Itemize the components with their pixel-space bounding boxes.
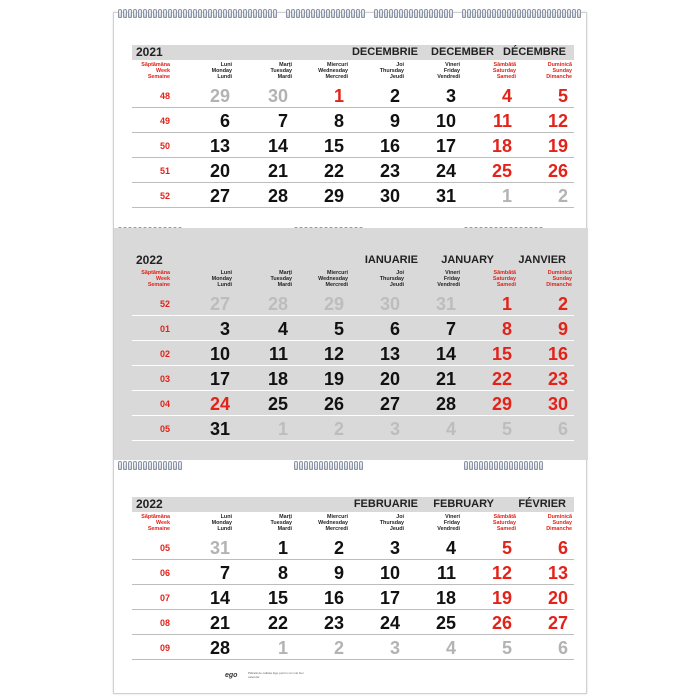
day-cell: 15 (491, 344, 512, 364)
day-name-text: Vineri (445, 270, 460, 276)
day-cell: 20 (547, 588, 568, 608)
day-name-friday (400, 270, 460, 289)
day-name-text: Dimanche (546, 526, 572, 533)
day-cell: 2 (557, 186, 568, 206)
day-name-text: Vendredi (437, 74, 460, 81)
day-name-sunday (512, 514, 572, 533)
day-cell: 27 (379, 394, 400, 414)
day-cell: 3 (389, 638, 400, 658)
month-block (114, 23, 588, 228)
day-name-text: Samedi (496, 526, 516, 533)
day-name-tuesday (232, 514, 292, 533)
week-label-text: Semaine (147, 74, 170, 81)
day-name-text: Lundi (217, 282, 232, 289)
day-name-text: Sâmbătă (493, 514, 516, 520)
day-cell: 8 (501, 319, 512, 339)
week-number: 05 (159, 424, 170, 434)
day-cell: 2 (557, 294, 568, 314)
day-name-thursday (344, 270, 404, 289)
day-cell: 1 (277, 538, 288, 558)
day-cell: 26 (491, 613, 512, 633)
day-cell: 10 (379, 563, 400, 583)
day-name-text: Vendredi (437, 526, 460, 533)
day-name-text: Marţi (279, 62, 292, 68)
month-name: FEBRUARY (433, 498, 494, 510)
day-name-text: Mardi (277, 74, 292, 81)
day-cell: 10 (209, 344, 230, 364)
week-number: 06 (159, 568, 170, 578)
day-cell: 19 (547, 136, 568, 156)
day-cell: 30 (379, 294, 400, 314)
day-cell: 16 (379, 136, 400, 156)
day-name-monday (172, 62, 232, 81)
day-cell: 26 (547, 161, 568, 181)
day-name-text: Jeudi (389, 282, 404, 289)
month-name: FEBRUARIE (353, 498, 418, 510)
day-cell: 28 (267, 186, 288, 206)
day-cell: 17 (209, 369, 230, 389)
day-cell: 22 (267, 613, 288, 633)
month-name: JANUARY (441, 254, 494, 266)
day-cell: 31 (209, 419, 230, 439)
month-name: DÉCEMBRE (503, 46, 566, 58)
day-name-text: Duminică (547, 514, 572, 520)
week-row (114, 366, 588, 391)
day-name-text: Sunday (552, 68, 572, 75)
day-name-saturday (456, 514, 516, 533)
brand-logo: ego (225, 672, 238, 679)
day-name-text: Friday (443, 520, 460, 527)
day-name-sunday (512, 62, 572, 81)
day-cell: 12 (323, 344, 344, 364)
day-name-text: Miercuri (327, 62, 348, 68)
day-name-text: Mercredi (325, 74, 348, 81)
day-name-friday (400, 514, 460, 533)
day-name-text: Luni (220, 514, 232, 520)
week-row (114, 183, 588, 208)
binding-spiral (294, 461, 363, 471)
day-cell: 21 (209, 613, 230, 633)
day-cell: 30 (379, 186, 400, 206)
binding-spiral (464, 461, 543, 471)
week-number: 01 (159, 324, 170, 334)
day-name-text: Monday (211, 276, 232, 283)
day-cell: 18 (435, 588, 456, 608)
day-cell: 24 (209, 394, 230, 414)
day-name-text: Joi (396, 514, 404, 520)
day-name-text: Tuesday (270, 68, 292, 75)
week-row (114, 316, 588, 341)
day-cell: 12 (491, 563, 512, 583)
day-cell: 2 (333, 419, 344, 439)
binding-spiral (286, 9, 365, 19)
day-name-text: Tuesday (270, 520, 292, 527)
day-cell: 23 (379, 161, 400, 181)
day-cell: 17 (379, 588, 400, 608)
day-cell: 2 (389, 86, 400, 106)
day-cell: 28 (435, 394, 456, 414)
week-label (116, 270, 170, 289)
day-cell: 26 (323, 394, 344, 414)
binding-spiral (118, 461, 182, 471)
day-cell: 10 (435, 111, 456, 131)
year-label: 2022 (136, 253, 163, 267)
day-cell: 28 (267, 294, 288, 314)
week-number: 08 (159, 618, 170, 628)
week-label (116, 62, 170, 81)
day-cell: 22 (323, 161, 344, 181)
day-name-thursday (344, 62, 404, 81)
day-name-text: Mardi (277, 282, 292, 289)
day-name-monday (172, 514, 232, 533)
week-number: 09 (159, 643, 170, 653)
day-cell: 5 (501, 538, 512, 558)
day-name-text: Thursday (379, 520, 404, 527)
binding-spiral (462, 9, 541, 19)
day-name-text: Joi (396, 62, 404, 68)
month-name: DECEMBER (431, 46, 494, 58)
day-name-wednesday (288, 62, 348, 81)
day-cell: 24 (379, 613, 400, 633)
day-cell: 31 (435, 294, 456, 314)
day-cell: 4 (445, 538, 456, 558)
month-block (114, 228, 588, 460)
week-label-text: Semaine (147, 526, 170, 533)
day-cell: 9 (333, 563, 344, 583)
week-row (114, 416, 588, 441)
day-name-text: Saturday (492, 520, 516, 527)
day-cell: 16 (547, 344, 568, 364)
day-cell: 3 (389, 419, 400, 439)
day-cell: 22 (491, 369, 512, 389)
day-cell: 29 (209, 86, 230, 106)
day-cell: 4 (501, 86, 512, 106)
day-cell: 1 (333, 86, 344, 106)
week-row (114, 133, 588, 158)
day-name-text: Miercuri (327, 270, 348, 276)
day-cell: 20 (209, 161, 230, 181)
day-cell: 1 (501, 294, 512, 314)
day-name-text: Thursday (379, 68, 404, 75)
day-name-text: Saturday (492, 68, 516, 75)
day-cell: 19 (491, 588, 512, 608)
week-row (114, 108, 588, 133)
binding-spiral (374, 9, 453, 19)
day-cell: 3 (445, 86, 456, 106)
day-cell: 8 (333, 111, 344, 131)
day-cell: 31 (209, 538, 230, 558)
day-cell: 23 (547, 369, 568, 389)
calendar-sheet (113, 12, 587, 694)
day-name-text: Vendredi (437, 282, 460, 289)
day-name-tuesday (232, 62, 292, 81)
day-name-text: Vineri (445, 514, 460, 520)
day-names-row (114, 60, 588, 82)
day-cell: 9 (389, 111, 400, 131)
day-name-text: Mardi (277, 526, 292, 533)
day-cell: 6 (219, 111, 230, 131)
binding-spiral (542, 9, 581, 19)
day-name-text: Jeudi (389, 74, 404, 81)
day-name-text: Samedi (496, 282, 516, 289)
day-cell: 1 (501, 186, 512, 206)
day-cell: 18 (267, 369, 288, 389)
footer-text: Pătrată de calitate Ego pentru cel mai bun calendar (248, 671, 304, 679)
week-row (114, 560, 588, 585)
day-cell: 4 (445, 638, 456, 658)
week-row (114, 341, 588, 366)
week-label-text: Săptămâna (141, 270, 170, 276)
week-number: 51 (159, 166, 170, 176)
day-cell: 21 (267, 161, 288, 181)
day-name-text: Luni (220, 62, 232, 68)
day-cell: 16 (323, 588, 344, 608)
day-cell: 7 (277, 111, 288, 131)
day-cell: 3 (389, 538, 400, 558)
day-cell: 19 (323, 369, 344, 389)
week-number: 04 (159, 399, 170, 409)
day-names-row (114, 512, 588, 534)
day-cell: 25 (267, 394, 288, 414)
day-name-text: Samedi (496, 74, 516, 81)
day-cell: 11 (492, 111, 512, 131)
day-name-text: Duminică (547, 62, 572, 68)
day-cell: 30 (267, 86, 288, 106)
day-name-text: Monday (211, 68, 232, 75)
week-number: 52 (159, 299, 170, 309)
day-cell: 7 (219, 563, 230, 583)
day-name-text: Mercredi (325, 282, 348, 289)
day-name-text: Luni (220, 270, 232, 276)
day-cell: 6 (389, 319, 400, 339)
week-number: 05 (159, 543, 170, 553)
day-name-text: Vineri (445, 62, 460, 68)
day-cell: 5 (501, 419, 512, 439)
week-label-text: Săptămâna (141, 62, 170, 68)
week-row (114, 585, 588, 610)
day-cell: 24 (435, 161, 456, 181)
day-cell: 1 (277, 638, 288, 658)
day-cell: 27 (209, 294, 230, 314)
day-name-text: Miercuri (327, 514, 348, 520)
day-cell: 23 (323, 613, 344, 633)
day-name-text: Sâmbătă (493, 62, 516, 68)
day-cell: 27 (547, 613, 568, 633)
week-label (116, 514, 170, 533)
binding-spiral (118, 9, 197, 19)
week-row (114, 535, 588, 560)
day-cell: 13 (547, 563, 568, 583)
day-cell: 5 (557, 86, 568, 106)
day-name-text: Sâmbătă (493, 270, 516, 276)
day-cell: 3 (219, 319, 230, 339)
day-name-text: Wednesday (318, 276, 348, 283)
week-label-text: Week (156, 276, 170, 283)
day-cell: 30 (547, 394, 568, 414)
day-name-text: Lundi (217, 74, 232, 81)
day-cell: 5 (333, 319, 344, 339)
day-cell: 8 (277, 563, 288, 583)
day-name-text: Sunday (552, 520, 572, 527)
day-cell: 14 (435, 344, 456, 364)
day-name-text: Marţi (279, 514, 292, 520)
day-cell: 17 (435, 136, 456, 156)
day-cell: 6 (557, 638, 568, 658)
day-name-thursday (344, 514, 404, 533)
day-cell: 29 (323, 294, 344, 314)
day-name-wednesday (288, 514, 348, 533)
day-name-text: Friday (443, 68, 460, 75)
week-row (114, 291, 588, 316)
year-label: 2022 (136, 497, 163, 511)
day-name-text: Saturday (492, 276, 516, 283)
day-cell: 15 (323, 136, 344, 156)
day-cell: 11 (268, 344, 288, 364)
day-cell: 29 (323, 186, 344, 206)
day-cell: 11 (436, 563, 456, 583)
week-label-text: Week (156, 68, 170, 75)
day-cell: 21 (435, 369, 456, 389)
day-cell: 13 (379, 344, 400, 364)
month-block (114, 475, 588, 685)
day-cell: 25 (435, 613, 456, 633)
month-name: FÉVRIER (518, 498, 566, 510)
week-row (114, 158, 588, 183)
day-name-text: Marţi (279, 270, 292, 276)
day-name-monday (172, 270, 232, 289)
day-cell: 5 (501, 638, 512, 658)
week-label-text: Săptămâna (141, 514, 170, 520)
week-row (114, 610, 588, 635)
day-name-sunday (512, 270, 572, 289)
week-row (114, 83, 588, 108)
day-cell: 2 (333, 538, 344, 558)
day-cell: 4 (445, 419, 456, 439)
day-name-text: Thursday (379, 276, 404, 283)
day-cell: 6 (557, 419, 568, 439)
day-cell: 14 (267, 136, 288, 156)
day-cell: 28 (209, 638, 230, 658)
row-divider (132, 659, 574, 660)
day-name-text: Joi (396, 270, 404, 276)
day-cell: 14 (209, 588, 230, 608)
day-name-tuesday (232, 270, 292, 289)
week-label-text: Semaine (147, 282, 170, 289)
day-name-text: Wednesday (318, 520, 348, 527)
day-name-text: Lundi (217, 526, 232, 533)
week-number: 02 (159, 349, 170, 359)
day-name-text: Tuesday (270, 276, 292, 283)
day-name-saturday (456, 270, 516, 289)
week-number: 48 (159, 91, 170, 101)
day-cell: 9 (557, 319, 568, 339)
day-name-text: Dimanche (546, 282, 572, 289)
day-cell: 4 (277, 319, 288, 339)
day-cell: 25 (491, 161, 512, 181)
day-name-text: Friday (443, 276, 460, 283)
day-cell: 7 (445, 319, 456, 339)
month-name: IANUARIE (364, 254, 418, 266)
day-cell: 31 (435, 186, 456, 206)
week-row (114, 391, 588, 416)
binding-spiral (198, 9, 277, 19)
day-cell: 1 (277, 419, 288, 439)
day-name-text: Mercredi (325, 526, 348, 533)
week-number: 07 (159, 593, 170, 603)
row-divider (132, 440, 574, 441)
week-number: 03 (159, 374, 170, 384)
day-cell: 6 (557, 538, 568, 558)
week-number: 52 (159, 191, 170, 201)
month-name: DECEMBRIE (351, 46, 418, 58)
day-cell: 13 (209, 136, 230, 156)
week-label-text: Week (156, 520, 170, 527)
day-cell: 20 (379, 369, 400, 389)
week-number: 50 (159, 141, 170, 151)
day-cell: 12 (547, 111, 568, 131)
day-name-text: Jeudi (389, 526, 404, 533)
day-name-wednesday (288, 270, 348, 289)
day-name-text: Dimanche (546, 74, 572, 81)
day-name-text: Wednesday (318, 68, 348, 75)
day-cell: 27 (209, 186, 230, 206)
day-name-text: Sunday (552, 276, 572, 283)
day-cell: 18 (491, 136, 512, 156)
week-row (114, 635, 588, 660)
day-names-row (114, 268, 588, 290)
day-cell: 15 (267, 588, 288, 608)
day-cell: 29 (491, 394, 512, 414)
row-divider (132, 207, 574, 208)
day-name-saturday (456, 62, 516, 81)
day-name-text: Monday (211, 520, 232, 527)
week-number: 49 (159, 116, 170, 126)
day-cell: 2 (333, 638, 344, 658)
month-name: JANVIER (518, 254, 566, 266)
year-label: 2021 (136, 45, 163, 59)
day-name-text: Duminică (547, 270, 572, 276)
day-name-friday (400, 62, 460, 81)
